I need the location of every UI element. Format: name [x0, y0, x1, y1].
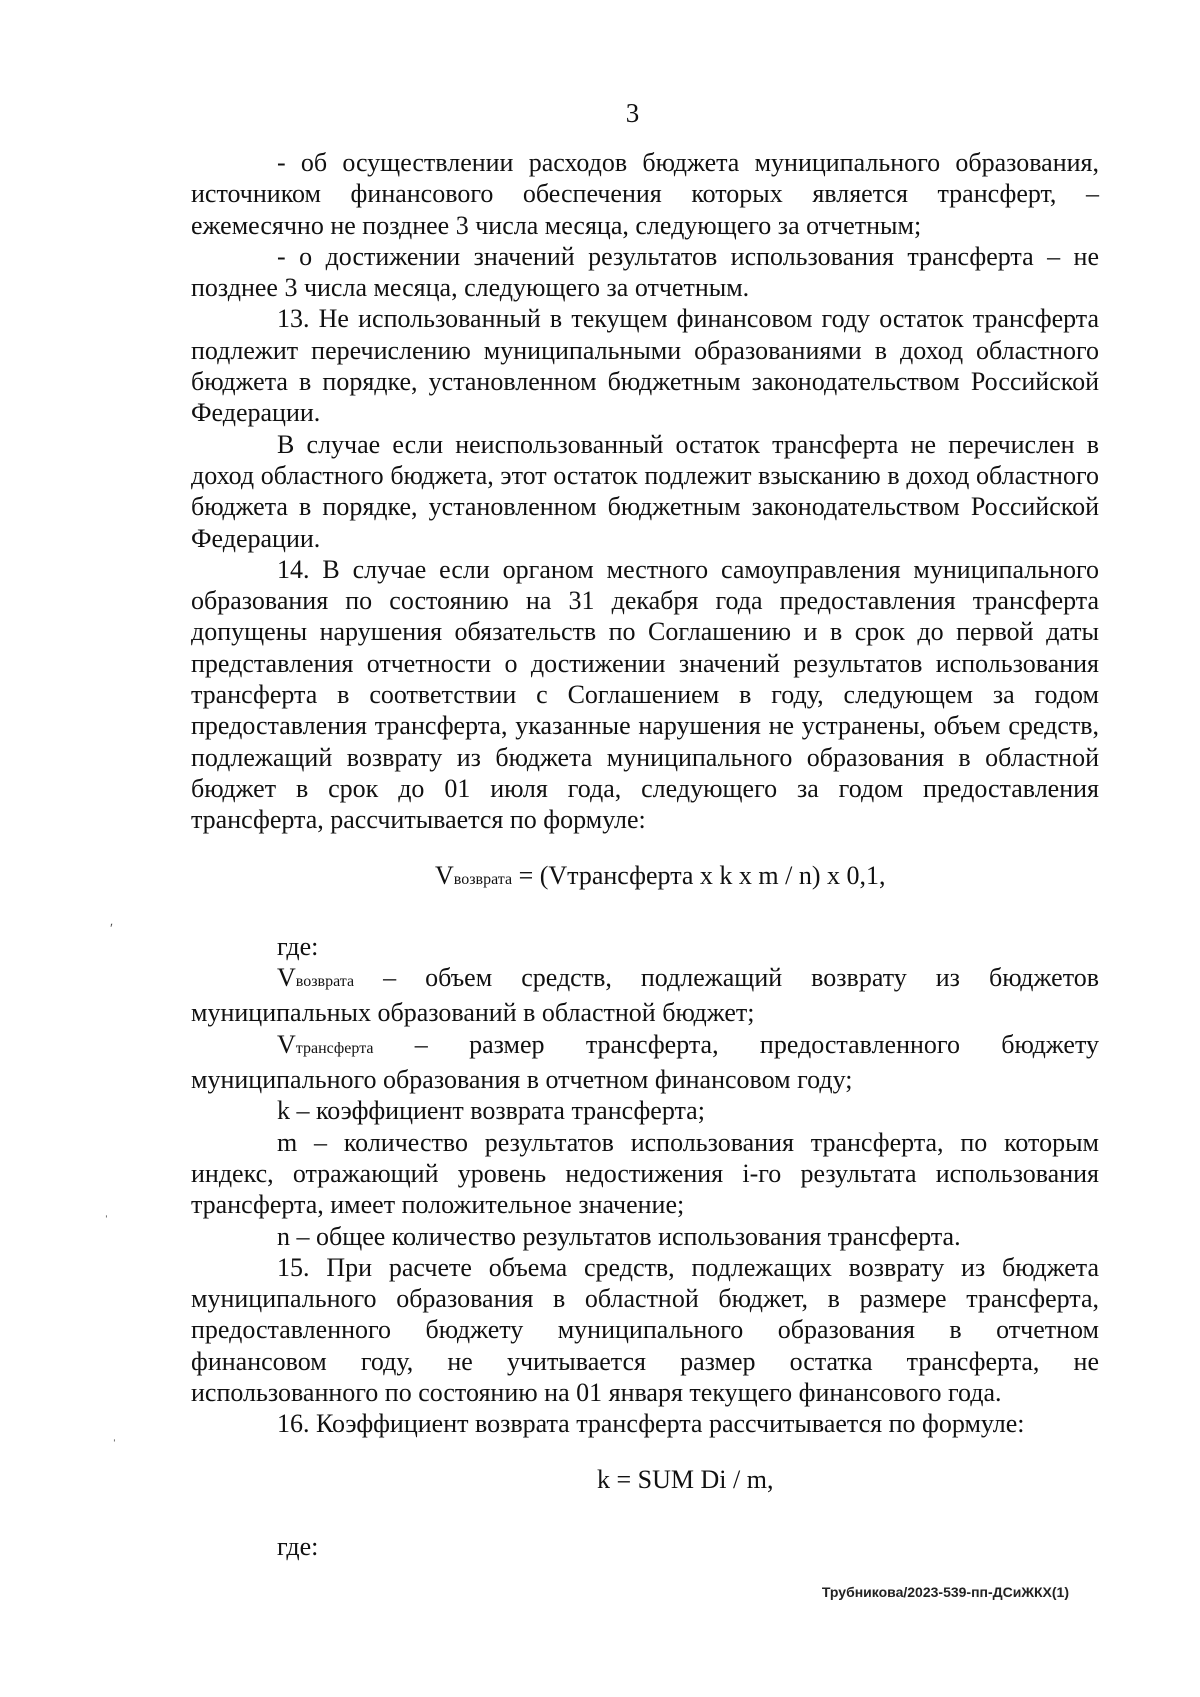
definition-m: m – количество результатов использования трансферта, по которым индекс, отражающий уровень недостижения i-го результата использования трансферта, имеет положительное значение; — [191, 1127, 1099, 1220]
formula-v-symbol: V — [435, 860, 454, 890]
paragraph-13: 13. Не использованный в текущем финансовом году остаток трансферта подлежит перечислению муниципальными образованиями в доход областного бюджета в порядке, установленном бюджетным законодательством Российской Федерации. — [191, 304, 1099, 428]
where-label-2: где: — [277, 1531, 319, 1561]
paragraph-results-report: - о достижении значений результатов использования трансферта – не позднее 3 числа месяца, следующего за отчетным. — [191, 241, 1099, 303]
definition-v-transfer — [191, 1029, 1099, 1096]
formula-expression: = (Vтрансферта x k x m / n) x 0,1, — [512, 860, 886, 890]
definition-subscript: возврата — [295, 973, 355, 991]
scan-artifact-mark: ˈ — [112, 1438, 117, 1453]
scan-artifact-mark: ʹ — [110, 922, 114, 937]
formula-return-volume — [191, 860, 1099, 895]
paragraph-16: 16. Коэффициент возврата трансферта рассчитывается по формуле: — [277, 1409, 1025, 1439]
definition-v-return — [191, 962, 1099, 1029]
paragraph-15: 15. При расчете объема средств, подлежащих возврату из бюджета муниципального образования в областной бюджет, в размере трансферта, предоставленного бюджету муниципального образования в отчетном финансовом году, не учитывается размер остатка трансферта, не использованного по состоянию на 01 января текущего финансового года. — [191, 1252, 1099, 1407]
paragraph-13-recovery: В случае если неиспользованный остаток трансферта не перечислен в доход областного бюджета, этот остаток подлежит взысканию в доход областного бюджета в порядке, установленном бюджетным законодательством Российской Федерации. — [191, 429, 1099, 553]
definition-k: k – коэффициент возврата трансферта; — [277, 1096, 705, 1126]
formula-v-subscript: возврата — [453, 870, 513, 888]
definition-text: – размер трансферта, предоставленного бюджету муниципального образования в отчетном финансовом году; — [191, 1029, 1099, 1095]
paragraph-14: 14. В случае если органом местного самоуправления муниципального образования по состоянию на 31 декабря года предоставления трансферта допущены нарушения обязательств по Соглашению и в срок до первой даты представления отчетности о достижении значений результатов использования трансферта в соответствии с Соглашением в году, следующем за годом предоставления трансферта, указанные нарушения не устранены, объем средств, подлежащий возврату из бюджета муниципального образования в областной бюджет в срок до 01 июля года, следующего за годом предоставления трансферта, рассчитывается по формуле: — [191, 554, 1099, 835]
document-body — [191, 147, 1099, 1562]
definition-n: n – общее количество результатов использования трансферта. — [277, 1221, 961, 1251]
definition-symbol: V — [277, 963, 296, 993]
definition-symbol: V — [277, 1029, 296, 1059]
page-number: 3 — [625, 98, 640, 128]
definition-subscript: трансферта — [295, 1039, 374, 1057]
definition-text: – объем средств, подлежащий возврату из бюджетов муниципальных образований в областной бюджет; — [191, 963, 1099, 1028]
scan-artifact-mark: ˈ — [104, 1214, 109, 1229]
document-footer-reference: Трубникова/2023-539-пп-ДСиЖКХ(1) — [821, 1584, 1069, 1600]
where-label-1: где: — [277, 931, 319, 961]
paragraph-expenses-report: - об осуществлении расходов бюджета муниципального образования, источником финансового обеспечения которых является трансферт, – ежемесячно не позднее 3 числа месяца, следующего за отчетным; — [191, 148, 1099, 240]
formula-coefficient: k = SUM Di / m, — [597, 1464, 774, 1494]
